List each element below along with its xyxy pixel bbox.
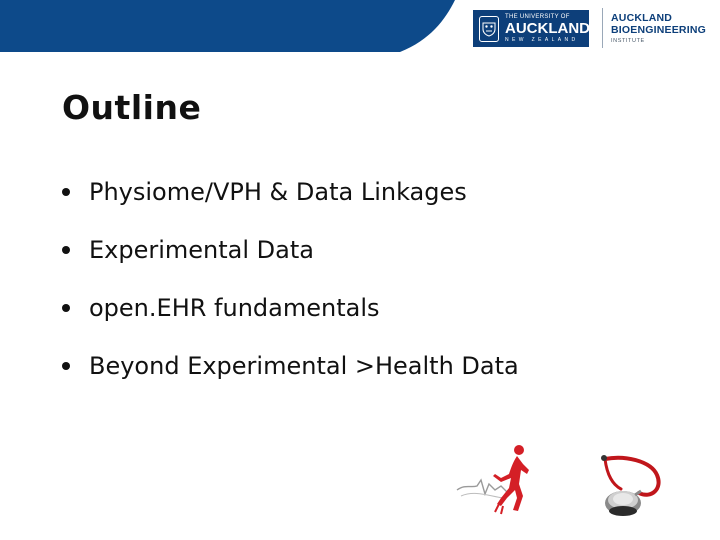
university-logo-line3: NEW ZEALAND — [505, 37, 579, 43]
bullet-text: Beyond Experimental >Health Data — [89, 352, 519, 380]
bullet-dot-icon — [62, 304, 70, 312]
university-crest-icon — [479, 16, 499, 42]
bullet-item — [62, 226, 519, 284]
bullet-dot-icon — [62, 188, 70, 196]
institute-logo — [611, 12, 706, 44]
university-logo-line2: AUCKLAND — [505, 20, 590, 37]
university-logo-line1: THE UNIVERSITY OF — [505, 14, 570, 20]
bullet-list — [62, 168, 519, 400]
bullet-text: Experimental Data — [89, 236, 314, 264]
bullet-item — [62, 284, 519, 342]
institute-logo-line3: INSTITUTE — [611, 38, 645, 44]
bullet-dot-icon — [62, 246, 70, 254]
stethoscope-icon — [585, 445, 665, 525]
slide-title: Outline — [62, 88, 202, 127]
institute-logo-line1: AUCKLAND — [611, 12, 673, 24]
bullet-text: Physiome/VPH & Data Linkages — [89, 178, 467, 206]
logo-divider — [602, 8, 603, 48]
bullet-text: open.EHR fundamentals — [89, 294, 380, 322]
physiome-logo — [455, 440, 535, 520]
university-logo — [473, 10, 589, 47]
institute-logo-line2: BIOENGINEERING — [611, 24, 706, 36]
bullet-dot-icon — [62, 362, 70, 370]
bullet-item — [62, 342, 519, 400]
bullet-item — [62, 168, 519, 226]
